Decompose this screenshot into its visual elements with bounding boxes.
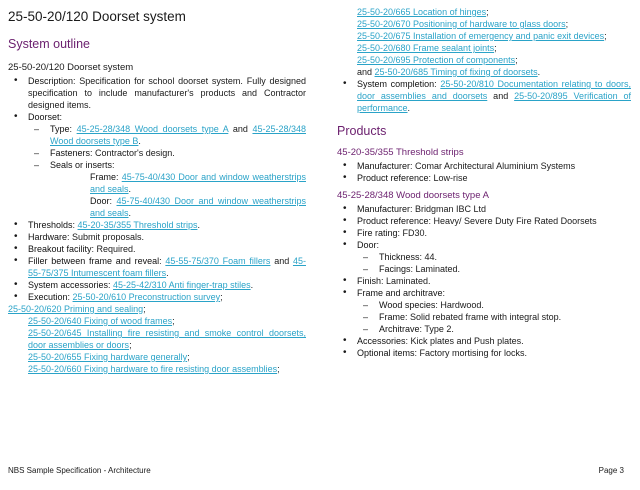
fire-rating-label: Fire rating [357, 228, 398, 238]
right-column [337, 6, 631, 359]
door-seal-link[interactable]: 45-75-40/430 Door and window weatherstrips and seals [90, 196, 306, 218]
list-item-fire-rating [337, 227, 631, 239]
frame-label: Frame [379, 312, 406, 322]
list-item-thresholds: • Thresholds: 45-20-35/355 Threshold strips. [8, 219, 306, 231]
filler-and-text: and [270, 256, 293, 266]
list-item-completion: • System completion: 25-50-20/810 Documentation relating to doors, door assemblies and doorsets and 25-50-20/895 Verification of performance. [337, 78, 631, 114]
frame-label: Frame [90, 172, 117, 182]
list-item-type: – Type: 45-25-28/348 Wood doorsets type A and 45-25-28/348 Wood doorsets type B. [8, 123, 306, 147]
list-item-accessories: • System accessories: 45-25-42/310 Anti finger-trap stiles. [8, 279, 306, 291]
list-item-description [8, 75, 306, 111]
section-heading-products: Products [337, 124, 387, 138]
list-item-optional [337, 347, 631, 359]
execution-label: Execution [28, 292, 68, 302]
type-link-b[interactable]: 45-25-28/348 Wood doorsets type B [50, 124, 306, 146]
list-item-thickness [337, 251, 631, 263]
seals-door: Door: 45-75-40/430 Door and window weatherstrips and seals. [90, 196, 306, 218]
p1-reference-text: : Low-rise [428, 173, 468, 183]
fasteners-text: : Contractor's design. [90, 148, 175, 158]
frame-architrave-label: Frame and architrave [357, 288, 443, 298]
execution-link-9[interactable]: 25-50-20/680 Frame sealant joints [357, 43, 495, 53]
list-item-facings [337, 263, 631, 275]
completion-link-documentation[interactable]: 25-50-20/810 Documentation relating to doors, door assemblies and doorsets [357, 79, 631, 101]
execution-link-1[interactable]: 25-50-20/620 Priming and sealing [8, 304, 144, 314]
wood-doorset-product-list [337, 203, 631, 359]
execution-link-3[interactable]: 25-50-20/645 Installing fire resisting and smoke control doorsets, door assemblies or doors [28, 328, 306, 350]
seals-label: Seals or inserts [50, 160, 113, 170]
list-item-p2-manufacturer [337, 203, 631, 215]
list-item-accessories-2 [337, 335, 631, 347]
list-item-hardware [8, 231, 306, 243]
wood-species-text: : Hardwood. [435, 300, 484, 310]
execution-link-2[interactable]: 25-50-20/640 Fixing of wood frames [28, 316, 173, 326]
execution-link-8[interactable]: 25-50-20/675 Installation of emergency and panic exit devices [357, 31, 605, 41]
completion-and-text: and [487, 91, 515, 101]
fire-rating-text: : FD30. [397, 228, 428, 238]
completion-list [337, 78, 631, 114]
finish-label: Finish [357, 276, 382, 286]
and-text: and [228, 124, 253, 134]
list-item-architrave [337, 323, 631, 335]
filler-label: Filler between frame and reveal [28, 256, 160, 266]
thickness-text: : 44. [419, 252, 438, 262]
section-heading-system-outline: System outline [8, 37, 90, 51]
list-item-fasteners [8, 147, 306, 159]
p2-manufacturer-text: : Bridgman IBC Ltd [410, 204, 487, 214]
frame-seal-link[interactable]: 45-75-40/430 Door and window weatherstrips and seals [90, 172, 306, 194]
list-item-frame-architrave: • Frame and architrave: – Wood species: Hardwood. – Frame: Solid rebated frame with integral stop. – Architrave: Type 2. [337, 287, 631, 335]
door-label: Door [357, 240, 377, 250]
threshold-product-list [337, 160, 631, 184]
list-item-doorset: • Doorset: – Type: 45-25-28/348 Wood doorsets type A and 45-25-28/348 Wood doorsets type B. – Fasteners: Contractor's design. – Seals or inserts: Frame: 45-75-40/430 Door and window weatherstrips and seals. Door: 45-75-40/430 Door and window weatherstrips and seals. [8, 111, 306, 219]
list-item-p1-manufacturer [337, 160, 631, 172]
product-reference-label: Product reference [357, 216, 429, 226]
execution-link-4[interactable]: 25-50-20/655 Fixing hardware generally [28, 352, 188, 362]
list-item-frame [337, 311, 631, 323]
list-item-execution: • Execution: 25-50-20/610 Preconstruction survey; 25-50-20/620 Priming and sealing; 25-50-20/640 Fixing of wood frames; 25-50-20/645 Installing fire resisting and smoke control doorsets, door assemblies or doors; 25-50-20/655 Fixing hardware generally; 25-50-20/660 Fixing hardware to fire resisting door assemblies; [8, 291, 306, 375]
document-title: 25-50-20/120 Doorset system [8, 9, 186, 24]
thresholds-link[interactable]: 45-20-35/355 Threshold strips [77, 220, 198, 230]
frame-text: : Solid rebated frame with integral stop. [405, 312, 562, 322]
hardware-label: Hardware [28, 232, 68, 242]
seals-frame: Frame: 45-75-40/430 Door and window weatherstrips and seals. [90, 172, 306, 194]
optional-items-text: : Factory mortising for locks. [414, 348, 528, 358]
door-label: Door [90, 196, 110, 206]
fasteners-label: Fasteners [50, 148, 91, 158]
clause-heading: 25-50-20/120 Doorset system [8, 62, 134, 73]
door-sublist [337, 251, 631, 275]
thickness-label: Thickness [379, 252, 420, 262]
accessories-label: System accessories [28, 280, 109, 290]
list-item-door: • Door: – Thickness: 44. – Facings: Laminated. [337, 239, 631, 275]
list-item-seals: – Seals or inserts: [8, 159, 306, 171]
list-item-finish [337, 275, 631, 287]
list-item-p2-reference [337, 215, 631, 227]
accessories-label: Accessories [357, 336, 406, 346]
optional-items-label: Optional items [357, 348, 415, 358]
breakout-text: : Required. [91, 244, 136, 254]
execution-link-6[interactable]: 25-50-20/665 Location of hinges [357, 7, 487, 17]
footer-document-name: NBS Sample Specification - Architecture [8, 466, 151, 475]
p2-reference-text: : Heavy/ Severe Duty Fire Rated Doorsets [428, 216, 597, 226]
accessories-text: : Kick plates and Push plates. [405, 336, 524, 346]
hardware-text: : Submit proposals. [67, 232, 145, 242]
doorset-sublist [8, 123, 306, 171]
facings-text: : Laminated. [410, 264, 461, 274]
accessories-link[interactable]: 45-25-42/310 Anti finger-trap stiles [113, 280, 251, 290]
finish-text: : Laminated. [381, 276, 431, 286]
architrave-label: Architrave [379, 324, 420, 334]
architrave-text: : Type 2. [419, 324, 454, 334]
execution-link-11[interactable]: 25-50-20/685 Timing of fixing of doorsets [374, 67, 538, 77]
footer-page-number: Page 3 [598, 466, 624, 475]
filler-link-intumescent[interactable]: 45-55-75/375 Intumescent foam fillers [28, 256, 306, 278]
type-label: Type [50, 124, 70, 134]
system-outline-list [8, 75, 306, 375]
list-item-p1-reference [337, 172, 631, 184]
doorset-label: Doorset [28, 112, 60, 122]
facings-label: Facings [379, 264, 411, 274]
filler-link-foam[interactable]: 45-55-75/370 Foam fillers [165, 256, 271, 266]
product-heading-wood-doorsets: 45-25-28/348 Wood doorsets type A [337, 190, 489, 201]
list-item-breakout [8, 243, 306, 255]
product-heading-threshold: 45-20-35/355 Threshold strips [337, 147, 464, 158]
manufacturer-label: Manufacturer [357, 161, 411, 171]
wood-species-label: Wood species [379, 300, 436, 310]
execution-link-5[interactable]: 25-50-20/660 Fixing hardware to fire resisting door assemblies [28, 364, 278, 374]
description-label: Description [28, 76, 74, 86]
product-reference-label: Product reference [357, 173, 429, 183]
completion-link-verification[interactable]: 25-50-20/895 Verification of performance [357, 91, 631, 113]
p1-manufacturer-text: : Comar Architectural Aluminium Systems [410, 161, 576, 171]
completion-label: System completion [357, 79, 435, 89]
execution-link-10[interactable]: 25-50-20/695 Protection of components [357, 55, 516, 65]
list-item-wood-species [337, 299, 631, 311]
execution-link-0[interactable]: 25-50-20/610 Preconstruction survey [72, 292, 221, 302]
breakout-label: Breakout facility [28, 244, 92, 254]
left-column [8, 6, 306, 375]
type-link-a[interactable]: 45-25-28/348 Wood doorsets type A [76, 124, 229, 134]
thresholds-label: Thresholds [28, 220, 73, 230]
execution-link-7[interactable]: 25-50-20/670 Positioning of hardware to glass doors [357, 19, 566, 29]
frame-architrave-sublist [337, 299, 631, 335]
execution-continued: 25-50-20/665 Location of hinges; 25-50-20/670 Positioning of hardware to glass doors; 25-50-20/675 Installation of emergency and panic exit devices; 25-50-20/680 Frame sealant joints; 25-50-20/695 Protection of components; and 25-50-20/685 Timing of fixing of doorsets. [357, 7, 607, 77]
manufacturer-label: Manufacturer [357, 204, 411, 214]
list-item-filler: • Filler between frame and reveal: 45-55-75/370 Foam fillers and 45-55-75/375 Intumescent foam fillers. [8, 255, 306, 279]
description-text: : Specification for school doorset system. Fully designed specification to include manufacturer's products and Contractor designed items. [28, 76, 306, 110]
